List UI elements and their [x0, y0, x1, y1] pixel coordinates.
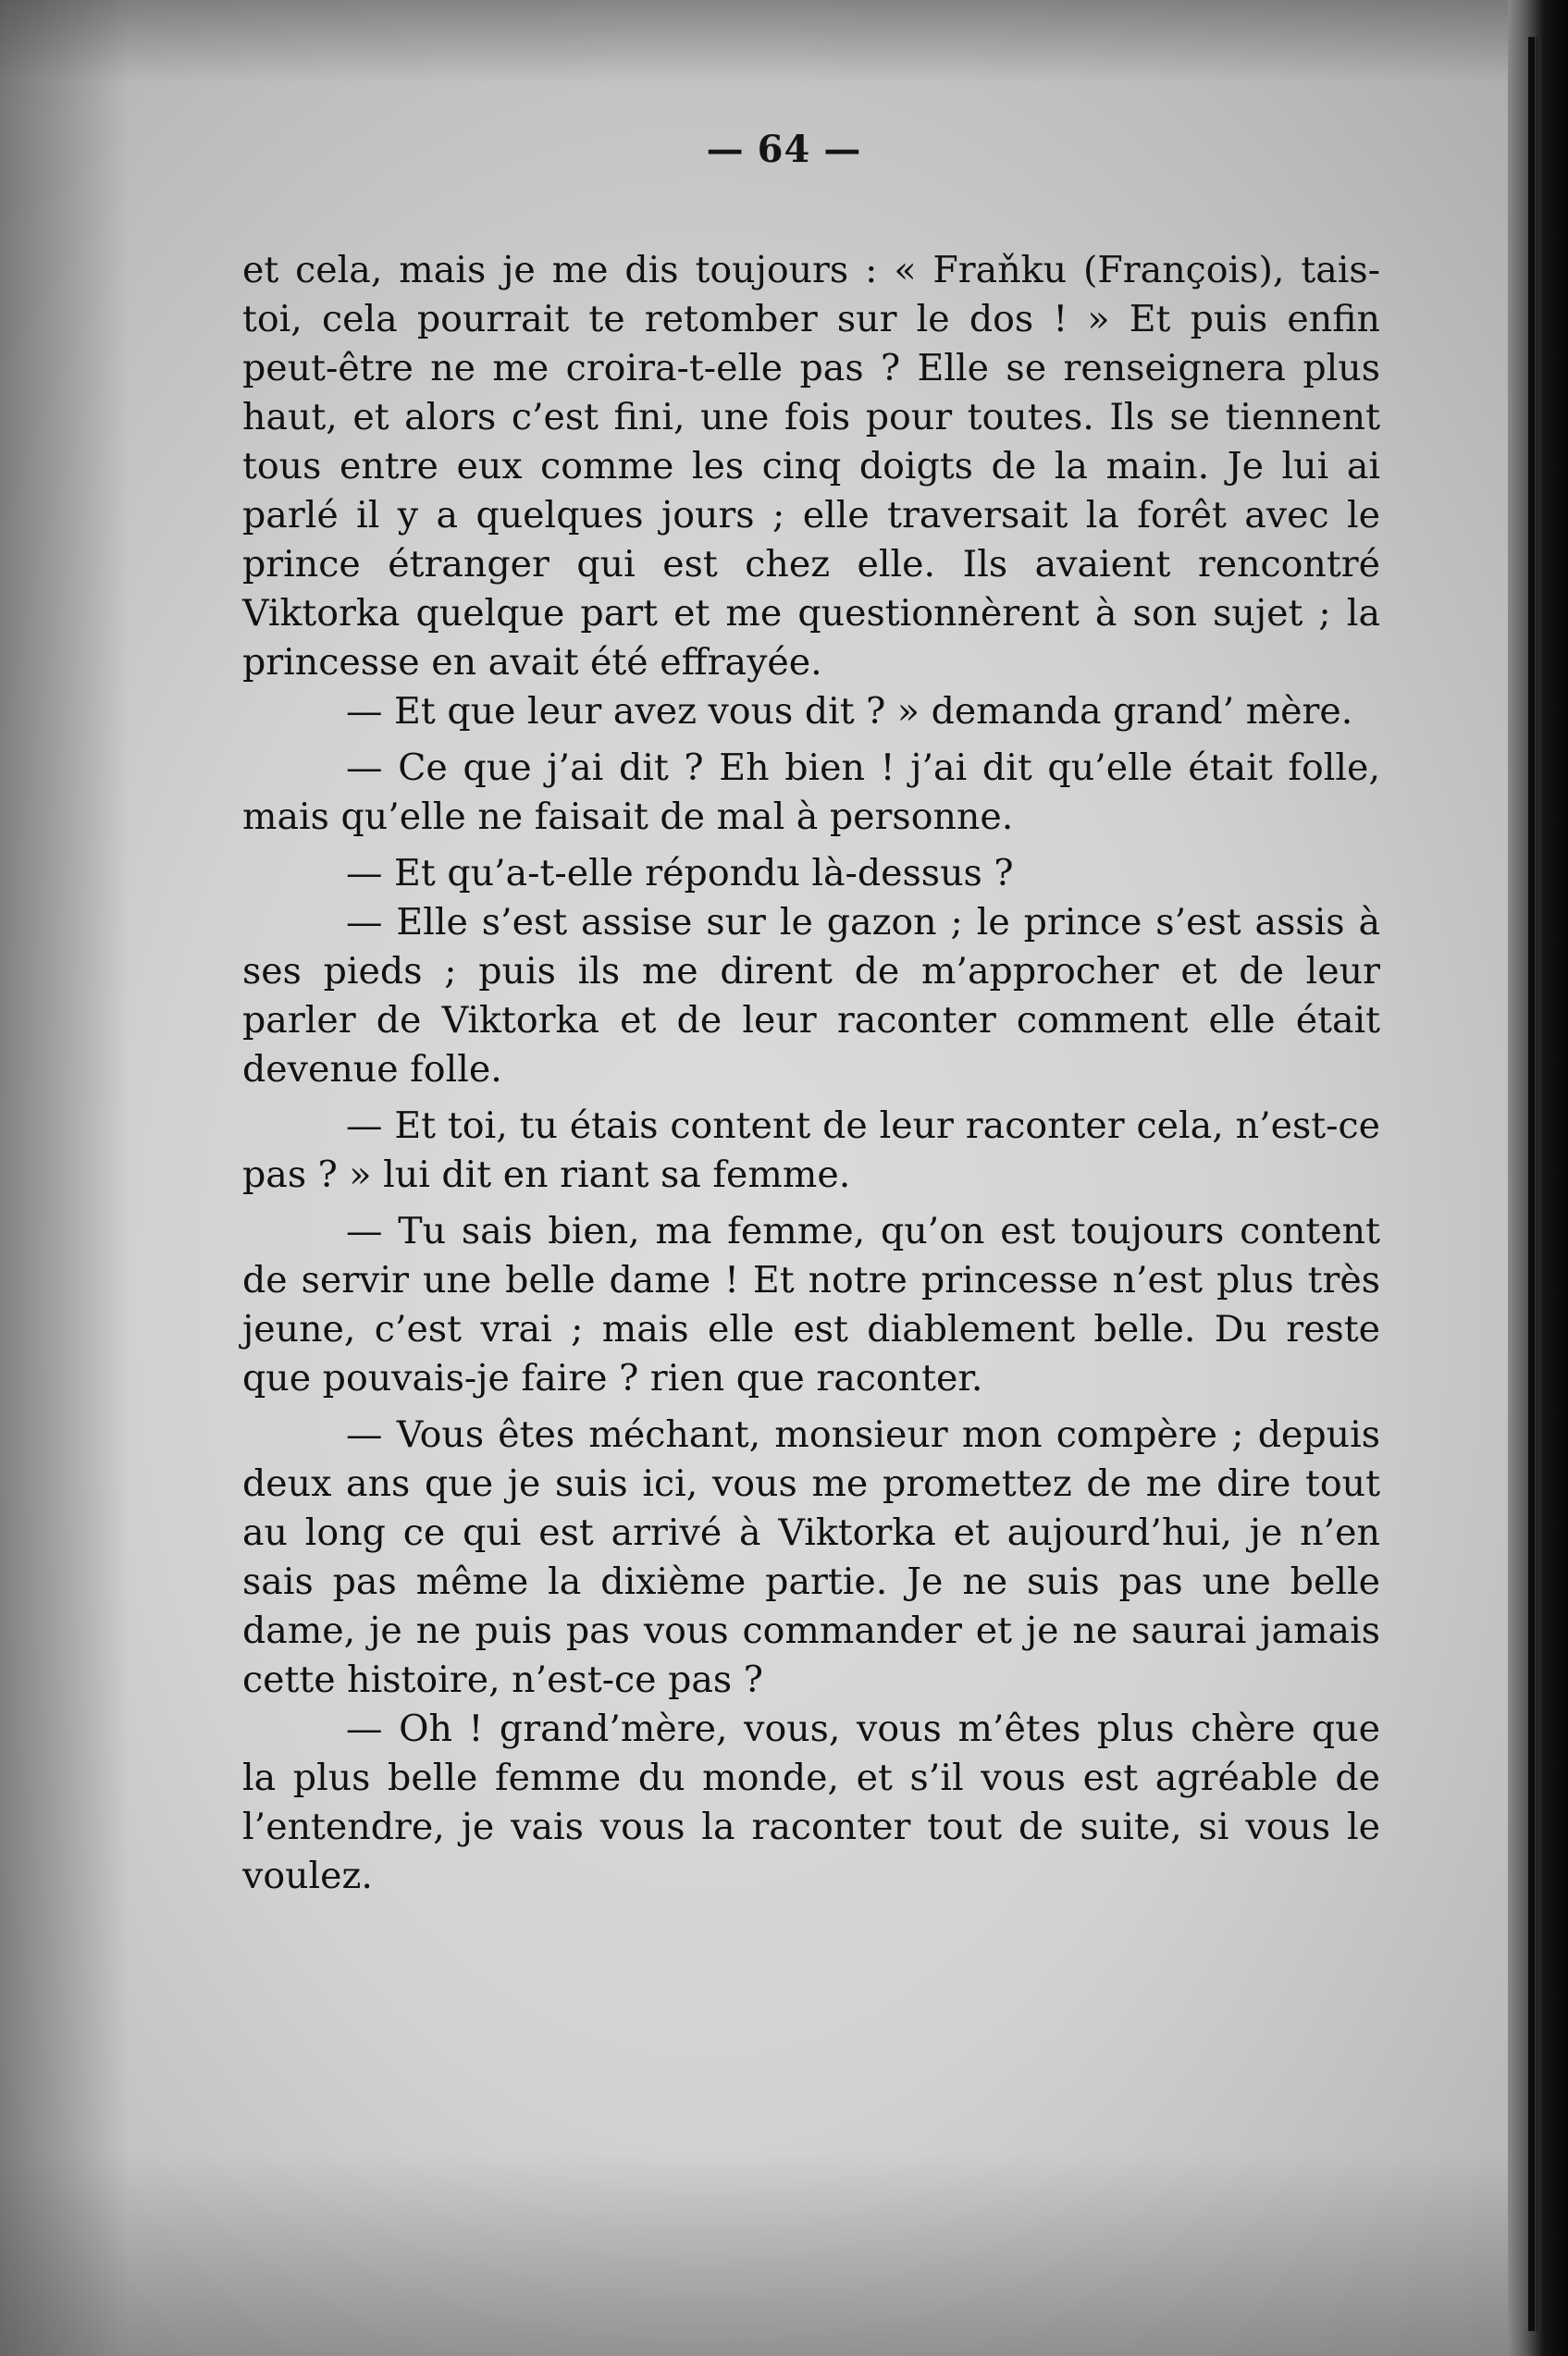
paragraph-8: — Vous êtes méchant, monsieur mon compère ; depuis deux ans que je suis ici, vous me promettez de me dire tout au long ce qui est arrivé à Viktorka et aujourd’hui, je n’en sais pas même la dixième partie. Je ne suis pas une belle dame, je ne puis pas vous commander et je ne saurai jamais cette histoire, n’est-ce pas ?: [242, 1413, 1380, 1701]
page-number-value: 64: [757, 128, 811, 171]
paragraph-5: — Elle s’est assise sur le gazon ; le prince s’est assis à ses pieds ; puis ils me dirent de m’approcher et de leur parler de Viktorka et de leur raconter comment elle était devenue folle.: [242, 901, 1380, 1091]
page-number: [0, 128, 1568, 171]
paragraph-6: — Et toi, tu étais content de leur raconter cela, n’est-ce pas ? » lui dit en riant sa femme.: [242, 1104, 1380, 1196]
paragraph-9: — Oh ! grand’mère, vous, vous m’êtes plus chère que la plus belle femme du monde, et s’il vous est agréable de l’entendre, je vais vous la raconter tout de suite, si vous le voulez.: [242, 1708, 1380, 1897]
paragraph-3: — Ce que j’ai dit ? Eh bien ! j’ai dit qu’elle était folle, mais qu’elle ne faisait de mal à personne.: [242, 746, 1380, 838]
page-shadow-top: [0, 0, 1568, 83]
body-text: [242, 246, 1380, 1901]
page-shadow-left: [0, 0, 130, 2356]
paragraph-1: et cela, mais je me dis toujours : « Fraňku (François), tais-toi, cela pourrait te retomber sur le dos ! » Et puis enfin peut-être ne me croira-t-elle pas ? Elle se renseignera plus haut, et alors c’est fini, une fois pour toutes. Ils se tiennent tous entre eux comme les cinq doigts de la main. Je lui ai parlé il y a quelques jours ; elle traversait la forêt avec le prince étranger qui est chez elle. Ils avaient rencontré Viktorka quelque part et me questionnèrent à son sujet ; la princesse en avait été effrayée.: [242, 249, 1380, 684]
binding-line-thin: [1536, 37, 1538, 2331]
page-shadow-bottom: [0, 2152, 1568, 2356]
page-number-dash-left: —: [706, 128, 745, 171]
paragraph-7: — Tu sais bien, ma femme, qu’on est toujours content de servir une belle dame ! Et notre princesse n’est plus très jeune, c’est vrai ; mais elle est diablement belle. Du reste que pouvais-je faire ? rien que raconter.: [242, 1210, 1380, 1400]
paragraph-2: — Et que leur avez vous dit ? » demanda grand’ mère.: [346, 690, 1353, 733]
page-number-dash-right: —: [823, 128, 862, 171]
binding-line: [1528, 37, 1535, 2331]
paragraph-4: — Et qu’a-t-elle répondu là-dessus ?: [346, 852, 1014, 894]
